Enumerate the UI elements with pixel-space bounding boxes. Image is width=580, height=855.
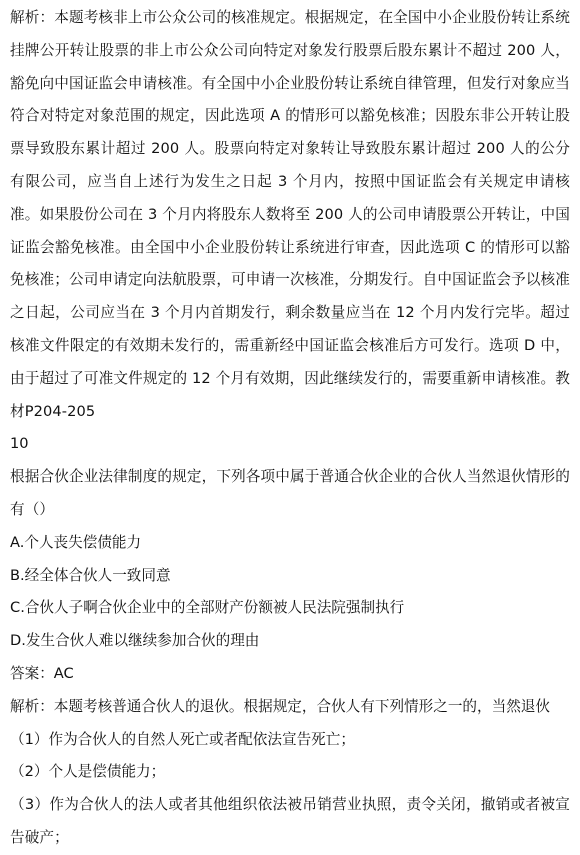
explanation-intro: 解析：本题考核普通合伙人的退伙。根据规定，合伙人有下列情形之一的，当然退伙 [10,697,550,715]
option-d: D.发生合伙人难以继续参加合伙的理由 [10,632,260,650]
previous-explanation: 解析：本题考核非上市公众公司的核准规定。根据规定，在全国中小企业股份转让系统挂牌公开转让股票的非上市公众公司向特定对象发行股票后股东累计不超过 200 人，豁免向中国证监会申请核准。有全国中小企业股份转让系统自律管理，但发行对象应当符合对特定对象范围的规定，因此选项 A 的情形可以豁免核准；因股东非公开转让股票导致股东累计超过 200 人。股票向特定对象转让导致股东累计超过 200 人的公分有限公司，应当自上述行为发生之日起 3 个月内，按照中国证监会有关规定申请核准。如果股份公司在 3 个月内将股东人数将至 200 人的公司申请股票公开转让，中国证监会豁免核准。由全国中小企业股份转让系统进行审查，因此选项 C 的情形可以豁免核准；公司申请定向法航股票，可申请一次核准，分期发行。自中国证监会予以核准之日起，公司应当在 3 个月内首期发行，剩余数量应当在 12 个月内发行完毕。超过核准文件限定的有效期未发行的，需重新经中国证监会核准后方可发行。选项 D 中，由于超过了可准文件规定的 12 个月有效期，因此继续发行的，需要重新申请核准。教材P204-205 [10,9,570,420]
explanation-item-2: （2）个人是偿债能力； [10,763,166,781]
explanation-item-3: （3）作为合伙人的法人或者其他组织依法被吊销营业执照，责令关闭，撤销或者被宣告破产； [10,796,570,846]
option-b: B.经全体合伙人一致同意 [10,566,171,584]
option-a: A.个人丧失偿债能力 [10,533,142,551]
option-c: C.合伙人子啊合伙企业中的全部财产份额被人民法院强制执行 [10,599,405,617]
question-stem: 根据合伙企业法律制度的规定，下列各项中属于普通合伙企业的合伙人当然退伙情形的有（） [10,468,570,518]
explanation-item-1: （1）作为合伙人的自然人死亡或者配依法宣告死亡； [10,730,355,748]
answer-line: 答案：AC [10,664,74,682]
question-number: 10 [10,435,29,453]
